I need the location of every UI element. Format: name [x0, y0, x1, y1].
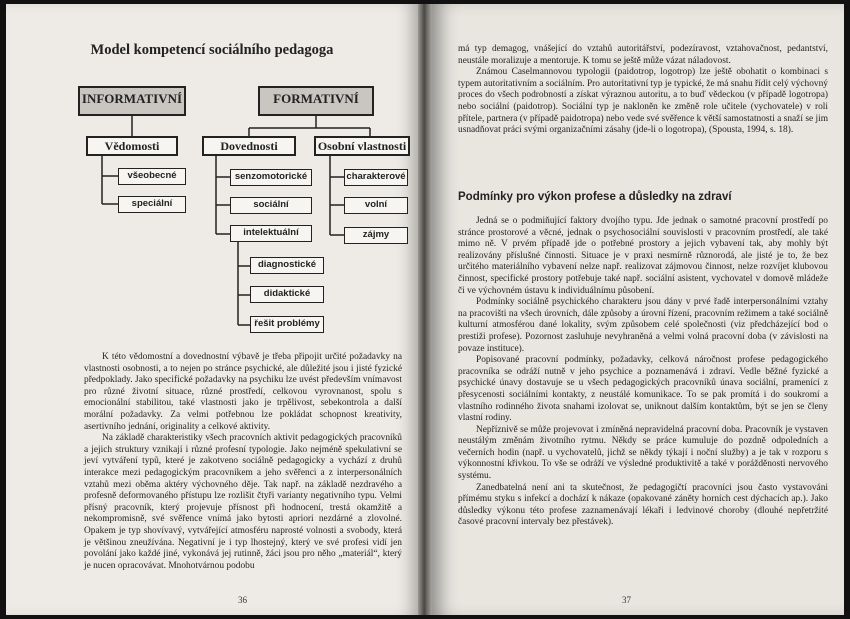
intelektualni-box: intelektuální — [230, 225, 312, 242]
page-number: 36 — [238, 595, 247, 605]
right-body-text — [458, 216, 828, 529]
zajmy-box: zájmy — [344, 227, 408, 244]
dovednosti-box: Dovednosti — [202, 136, 296, 156]
osobni-vlastnosti-box: Osobní vlastnosti — [314, 136, 410, 156]
paragraph: Na základě charakteristiky všech pracovních aktivit pedagogických pracovníků a jejich struktury vznikají i různé profesní typologie. Jako nejméně spekulativní se jeví vytváření typů, které je zakotveno sociálně pedagogicky a vychází z druhů interakce mezi pedagogickým pracovníkem a jeho svěřenci a z interpersonálních vztahů mezi oběma aktéry výchovného děje. Tak např. na základě nezdravého a profesně deformovaného přístupu lze rozlišit čtyři varianty negativního typu. Velmi přísný pracovník, který projevuje přísnost při hodnocení, trestá okamžitě a nekompromisně, své svěřence vnímá jako bytosti apriori nezdárné a zlovolné. Opakem je typ shovívavý, vytvářející atmosféru naprosté volnosti a svobody, která je většinou zneužívána. Negativní je i typ lhostejný, který ve své profesi vidí jen povolání jako každé jiné, vykonává jej rutinně, žáci jsou pro něho „materiál“, který je nucen opracovávat. Mnohotvárnou podobu — [84, 433, 402, 571]
paragraph: Jedná se o podmiňující faktory dvojího typu. Jde jednak o samotné pracovní prostředí po stránce prostorové a věcné, jednak o psychosociální souvislosti v pracovním prostředí, ale také mimo ně. V prvém případě jde o potřebné prostory a jejich vybavení tak, aby mohly být realizovány příslušné činnosti. Situace je v praxi nesmírně různorodá, ale jisté je to, že bez určitého materiálního vybavení nelze např. realizovat zájmovou činnost, nelze rozvíjet klubovou činnost, specifické prostory potřebuje také např. sociální asistent, vychovatel v domově mládeže či ve výchovném ústavu k individuálnímu působení. — [458, 216, 828, 296]
paragraph: má typ demagog, vnášející do vztahů autoritářství, podezíravost, vztahovačnost, pedantství, neustále moralizuje a mentoruje. K tomu se ještě může vázat náladovost. — [458, 44, 828, 66]
page-title: Model kompetencí sociálního pedagoga — [90, 42, 334, 58]
section-heading: Podmínky pro výkon profese a důsledky na zdraví — [458, 191, 732, 203]
diagnosticke-box: diagnostické — [250, 257, 324, 274]
right-body-text-top — [458, 44, 828, 137]
paragraph: K této vědomostní a dovednostní výbavě je třeba připojit určité požadavky na vlastnosti osobnosti, a to nejen po stránce psychické, ale důležité jsou i jisté fyzické předpoklady. Jako specifické požadavky na psychiku lze uvést především vnímavost pro různé životní situace, různé prostředí, celkovou vyrovnanost, spolu s emocionální stabilitou, také vlastnosti jako je trpělivost, sebekontrola a další morální požadavky. Za velmi potřebnou lze pokládat schopnost kreativity, asertivního jednání, originality a celkové aktivity. — [84, 352, 402, 432]
vseobecne-box: všeobecné — [118, 168, 186, 185]
paragraph: Známou Caselmannovou typologii (paidotrop, logotrop) lze ještě obohatit o kombinaci s typem autoritativním a sociálním. Pro autoritativní typ je typické, že má snahu řídit celý výchovný proces do všech podrobností a získat výraznou autoritu, a to buď vědeckou (v případě logotropa) nebo sociální (paidotrop). Sociální typ je nakloněn ke změně role učitele (vychovatele) v roli přítele, partnera (v případě paidotropa) nebo vede své svěřence k větší samostatnosti a snaží se jim usnadňovat práci svými organizačními zásahy (jde-li o logotropa), (Spousta, 1994, s. 18). — [458, 67, 828, 136]
formativni-box: FORMATIVNÍ — [258, 86, 374, 116]
left-body-text — [84, 352, 402, 572]
informativni-box: INFORMATIVNÍ — [78, 86, 186, 116]
volni-box: volní — [344, 197, 408, 214]
paragraph: Zanedbatelná není ani ta skutečnost, že pedagogičtí pracovníci jsou často vystavováni přímému styku s infekcí a dochází k nákaze (opakované záněty horních cest dýchacích ap.). Jako důsledky výkonu této profese zaznamenávají lékaři i ledvinové choroby (dlouhé nepřetržité časové pracovní intervaly bez přestávek). — [458, 482, 828, 528]
reseni-problemu-box: řešit problémy — [250, 316, 324, 333]
didakticke-box: didaktické — [250, 286, 324, 303]
senzomotoricke-box: senzomotorické — [230, 169, 312, 186]
left-page — [6, 4, 418, 615]
page-number: 37 — [622, 595, 631, 605]
socialni-box: sociální — [230, 197, 312, 214]
vedomosti-box: Vědomosti — [86, 136, 178, 156]
paragraph: Podmínky sociálně psychického charakteru jsou dány v prvé řadě interpersonálními vztahy na pracovišti na všech úrovních, dále způsoby a úrovní řízení, pracovním režimem a také sociálně kulturní atmosférou dané lokality, svým způsobem celé společnosti (viz předcházející bod o prestiži profese). Pozornost zasluhuje nevyhraněná a velmi volná pracovní doba (v závislosti na povaze instituce). — [458, 297, 828, 354]
charakterove-box: charakterové — [344, 169, 408, 186]
competence-diagram — [6, 4, 418, 349]
paragraph: Nepříznivě se může projevovat i zmíněná nepravidelná pracovní doba. Pracovník je vystaven neustálým změnám životního rytmu. Někdy se práce kumuluje do pozdně odpoledních a večerních hodin (např. u vychovatelů, jichž se někdy týkají i noční služby) a je tak v rozporu s výkonnostní křivkou. To vše se odráží ve výsledné produktivitě a také v porážděnosti nervového systému. — [458, 424, 828, 482]
paragraph: Popisované pracovní podmínky, požadavky, celková náročnost profese pedagogického pracovníka se odráží nutně v jeho psychice a poznamenává i zdraví. Vedle běžné fyzické a psychické únavy dostavuje se u všech pedagogických pracovníků únava sociální, pramenící z přesycenosti sociálními kontakty, z neustálé komunikace. To se pak promítá i do soukromí a vlastního rodinného života snahami izolovat se, uniknout dalším kontaktům, být se jen se členy vlastní rodiny. — [458, 355, 828, 424]
book-gutter — [418, 4, 432, 615]
specialni-box: speciální — [118, 196, 186, 213]
right-page — [432, 4, 844, 615]
